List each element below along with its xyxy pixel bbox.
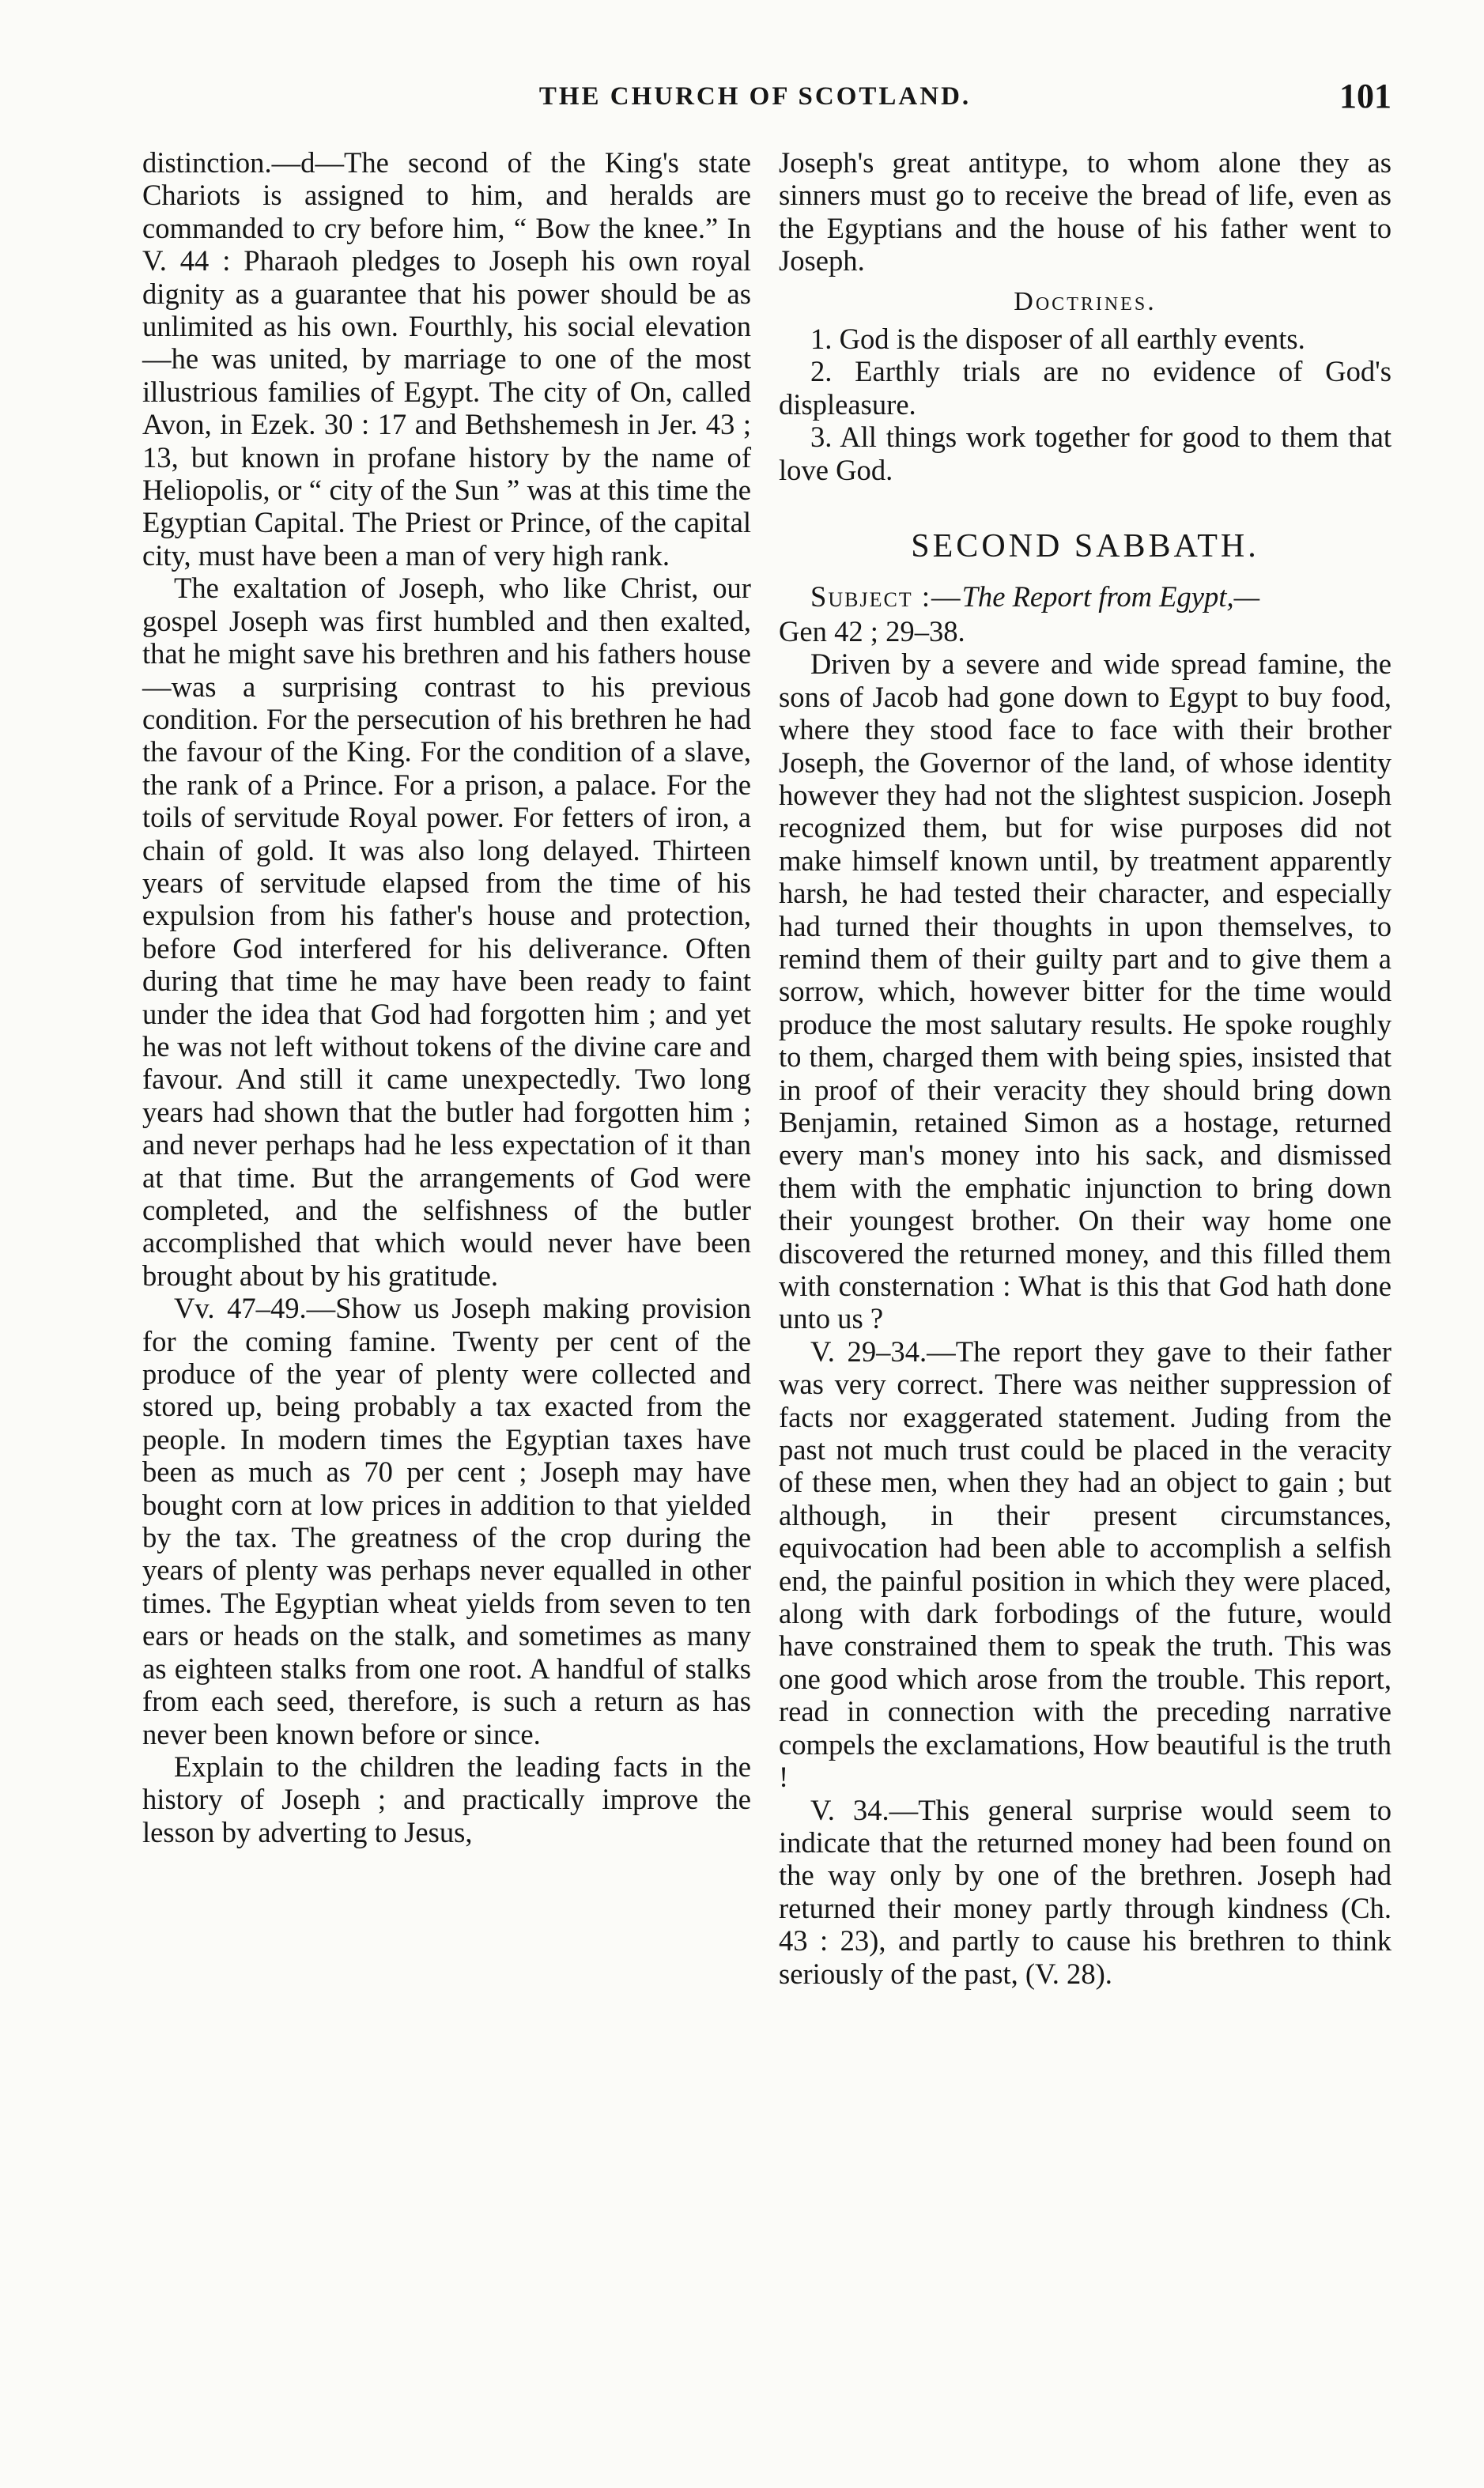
doctrine-item: 2. Earthly trials are no evidence of God's displeasure. xyxy=(779,355,1391,421)
subject-line xyxy=(779,580,1391,613)
paragraph: The exaltation of Joseph, who like Christ, our gospel Joseph was first humbled and then exalted, that he might save his brethren and his fathers house—was a surprising contrast to his previous condition. For the persecution of his brethren he had the favour of the King. For the condition of a slave, the rank of a Prince. For a prison, a palace. For the toils of servitude Royal power. For fetters of iron, a chain of gold. It was also long delayed. Thirteen years of servitude elapsed from the time of his expulsion from his father's house and protection, before God interfered for his deliverance. Often during that time he may have been ready to faint under the idea that God had forgotten him ; and yet he was not left without tokens of the divine care and favour. And still it came unexpectedly. Two long years had shown that the butler had forgotten him ; and never perhaps had he less expectation of it than at that time. But the arrangements of God were completed, and the selfishness of the butler accomplished that which would never have been brought about by his gratitude. xyxy=(142,572,751,1292)
subject-reference: Gen 42 ; 29–38. xyxy=(779,614,965,647)
paragraph: V. 29–34.—The report they gave to their father was very correct. There was neither suppression of facts nor exaggerated statement. Juding from the past not much trust could be placed in the veracity of these men, when they had an object to gain ; but although, in their present circumstances, equivocation had been able to accomplish a selfish end, the painful position in which they were placed, along with dark forbodings of the future, would have constrained them to speak the truth. This was one good which arose from the trouble. This report, read in connection with the preceding narrative compels the exclamations, How beautiful is the truth ! xyxy=(779,1335,1391,1794)
running-title: THE CHURCH OF SCOTLAND. xyxy=(538,82,972,111)
paragraph: distinction.—d—The second of the King's state Chariots is assigned to him, and heralds are commanded to cry before him, “ Bow the knee.” In V. 44 : Pharaoh pledges to Joseph his own royal dignity as a guarantee that his power should be as unlimited as his own. Fourthly, his social elevation—he was united, by marriage to one of the most illustrious families of Egypt. The city of On, called Avon, in Ezek. 30 : 17 and Bethshemesh in Jer. 43 ; 13, but known in profane history by the name of Heliopolis, or “ city of the Sun ” was at this time the Egyptian Capital. The Priest or Prince, of the capital city, must have been a man of very high rank. xyxy=(142,146,751,572)
section-heading: SECOND SABBATH. xyxy=(911,528,1259,565)
paragraph: Joseph's great antitype, to whom alone they as sinners must go to receive the bread of life, even as the Egyptians and the house of his father went to Joseph. xyxy=(779,146,1391,277)
doctrines-heading: Doctrines. xyxy=(1014,286,1157,316)
doctrine-item: 3. All things work together for good to them that love God. xyxy=(779,421,1391,486)
paragraph: V. 34.—This general surprise would seem to indicate that the returned money had been found on the way only by one of the brethren. Joseph had returned their money partly through kindness (Ch. 43 : 23), and partly to cause his brethren to think seriously of the past, (V. 28). xyxy=(779,1793,1391,1990)
paragraph: Explain to the children the leading facts in the history of Joseph ; and practically improve the lesson by adverting to Jesus, xyxy=(142,1750,751,1848)
left-column xyxy=(142,146,751,2439)
right-column xyxy=(779,146,1391,2439)
page-number: 101 xyxy=(1339,77,1391,115)
subject-text: The Report from Egypt,— xyxy=(961,580,1260,614)
running-header xyxy=(119,76,1391,123)
subject-label: Subject :— xyxy=(810,580,962,614)
paragraph: Driven by a severe and wide spread famine, the sons of Jacob had gone down to Egypt to buy food, where they stood face to face with their brother Joseph, the Governor of the land, of whose identity however they had not the slightest suspicion. Joseph recognized them, but for wise purposes did not make himself known until, by treatment apparently harsh, he had tested their character, and especially had turned their thoughts in upon themselves, to remind them of their guilty part and to give them a sorrow, which, however bitter for the time would produce the most salutary results. He spoke roughly to them, charged them with being spies, insisted that in proof of their veracity they should bring down Benjamin, retained Simon as a hostage, returned every man's money into his sack, and dismissed them with the emphatic injunction to bring down their youngest brother. On their way home one discovered the returned money, and this filled them with consternation : What is this that God hath done unto us ? xyxy=(779,647,1391,1335)
paragraph: Vv. 47–49.—Show us Joseph making provision for the coming famine. Twenty per cent of the produce of the year of plenty were collected and stored up, being probably a tax exacted from the people. In modern times the Egyptian taxes have been as much as 70 per cent ; Joseph may have bought corn at low prices in addition to that yielded by the tax. The greatness of the crop during the years of plenty was perhaps never equalled in other times. The Egyptian wheat yields from seven to ten ears or heads on the stalk, and sometimes as many as eighteen stalks from one root. A handful of stalks from each seed, therefore, is such a return as has never been known before or since. xyxy=(142,1292,751,1750)
doctrine-item: 1. God is the disposer of all earthly events. xyxy=(810,323,1305,356)
